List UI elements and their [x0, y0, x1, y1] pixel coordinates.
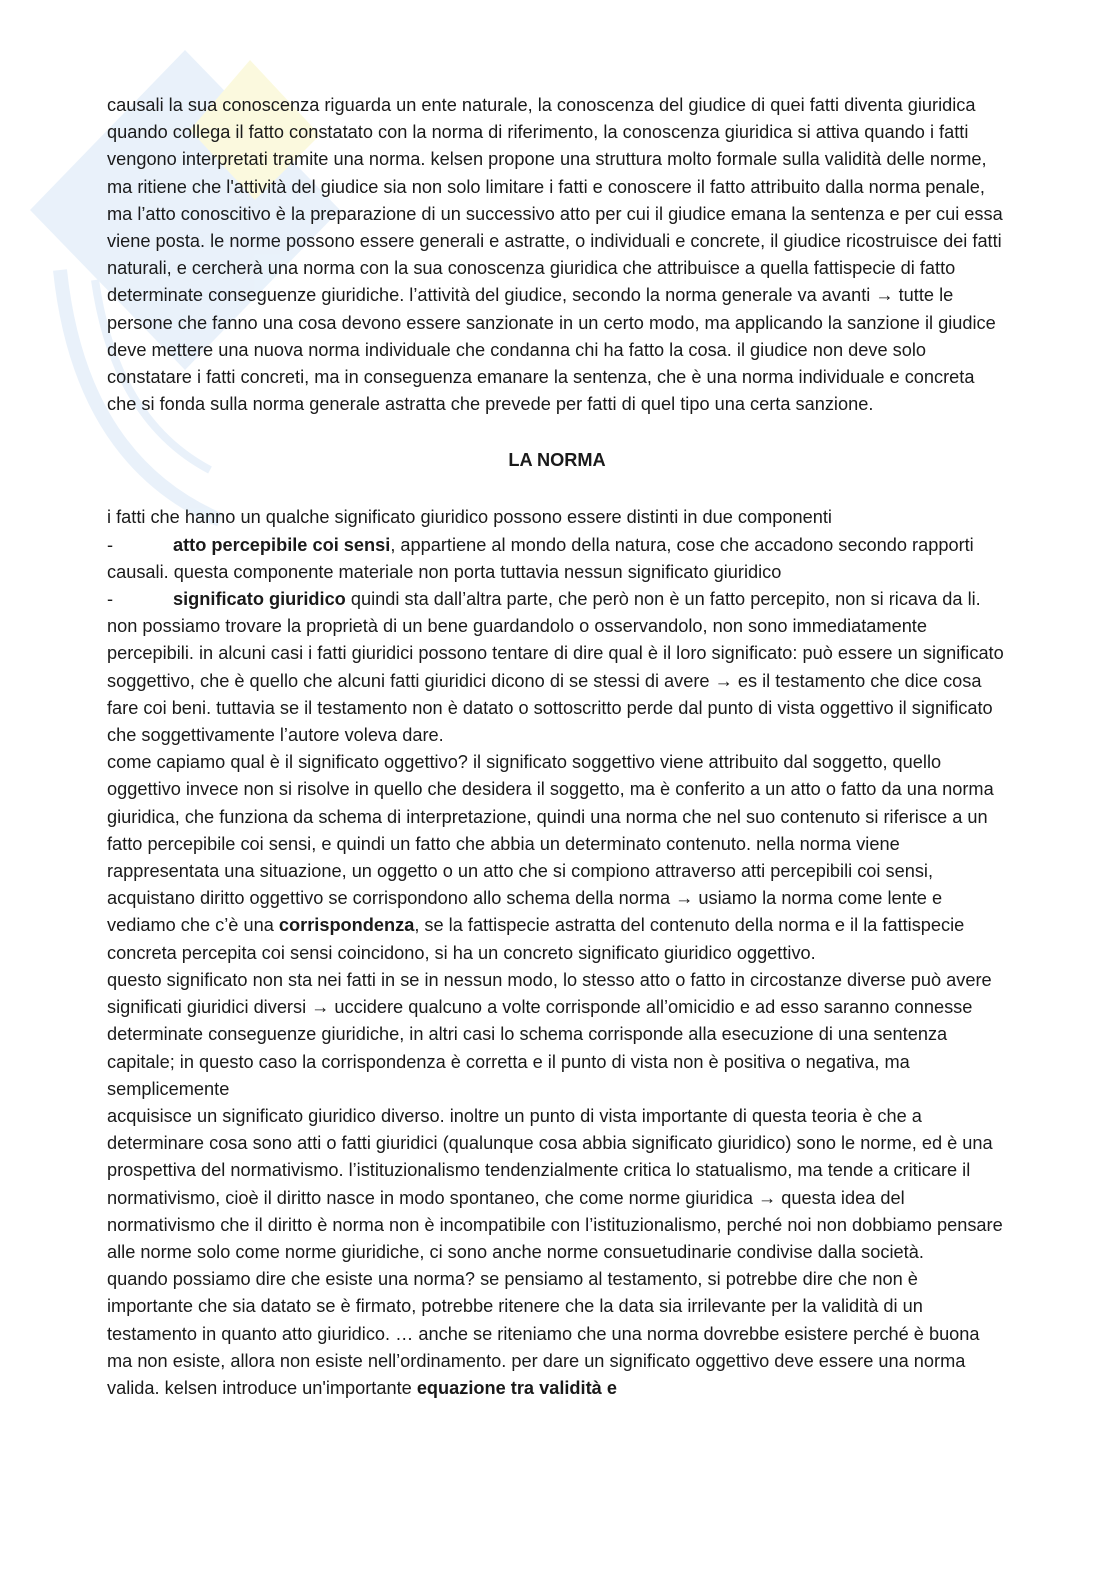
paragraph-text: come capiamo qual è il significato oggettivo? il significato soggettivo viene attribuito dal soggetto, quello oggettivo invece non si risolve in quello che desidera il soggetto, ma è conferito a un atto o fatto da una norma giuridica, che funziona da schema di interpretazione, quindi una norma che nel suo contenuto si riferisce a un fatto percepibile coi sensi, e quindi un fatto che abbia un determinato contenuto. nella norma viene rappresentata una situazione, un oggetto o un atto che si compiono attraverso atti percepibili coi sensi, acquistano diritto oggettivo se corrispondono allo schema della norma → usiamo la norma come lente e vediamo che c’è una [107, 752, 994, 936]
bullet-marker: - [107, 589, 114, 610]
body-paragraph: questo significato non sta nei fatti in se in nessun modo, lo stesso atto o fatto in circostanze diverse può avere significati giuridici diversi → uccidere qualcuno a volte corrisponde all’omicidio e ad esso saranno connesse determinate conseguenze giuridiche, in altri casi lo schema corrisponde alla esecuzione di una sentenza capitale; in questo caso la corrispondenza è corretta e il punto di vista non è positiva o negativa, ma semplicemente [107, 969, 992, 1099]
body-paragraph [107, 749, 1007, 967]
bold-term: corrispondenza [278, 915, 415, 936]
paragraph-text: , se la fattispecie astratta del contenuto della norma e il la fattispecie concreta percepita coi sensi coincidono, si ha un concreto significato giuridico oggettivo. [107, 915, 965, 963]
section-heading: LA NORMA [508, 450, 606, 471]
body-paragraph [107, 1266, 1007, 1402]
bullet-term: significato giuridico [173, 589, 346, 610]
bullet-marker: - [107, 534, 114, 555]
document-page [107, 92, 1007, 1402]
intro-line: i fatti che hanno un qualche significato giuridico possono essere distinti in due componenti [107, 507, 832, 528]
bullet-text: quindi sta dall’altra parte, che però non è un fatto percepito, non si ricava da li. non possiamo trovare la proprietà di un bene guardandolo o osservandolo, non sono immediatamente percepibili. in alcuni casi i fatti giuridici possono tentare di dire qual è il loro significato: può essere un significato soggettivo, che è quello che alcuni fatti giuridici dicono di se stessi di avere → es il testamento che dice cosa fare coi beni. tuttavia se il testamento non è datato o sottoscritto perde dal punto di vista oggettivo il significato che soggettivamente l’autore voleva dare. [107, 589, 1004, 746]
bold-term: equazione tra validità e [416, 1377, 617, 1398]
bullet-item [107, 586, 1007, 749]
body-paragraph: causali la sua conoscenza riguarda un ente naturale, la conoscenza del giudice di quei fatti diventa giuridica quando collega il fatto constatato con la norma di riferimento, la conoscenza giuridica si attiva quando i fatti vengono interpretati tramite una norma. kelsen propone una struttura molto formale sulla validità delle norme, ma ritiene che l'attività del giudice sia non solo limitare i fatti e conoscere il fatto attribuito dalla norma penale, ma l’atto conoscitivo è la preparazione di un successivo atto per cui il giudice emana la sentenza e per cui essa viene posta. le norme possono essere generali e astratte, o individuali e concrete, il giudice ricostruisce dei fatti naturali, e cercherà una norma con la sua conoscenza giuridica che attribuisce a quella fattispecie di fatto determinate conseguenze giuridiche. l’attività del giudice, secondo la norma generale va avanti → tutte le persone che fanno una cosa devono essere sanzionate in un certo modo, ma applicando la sanzione il giudice deve mettere una nuova norma individuale che condanna chi ha fatto la cosa. il giudice non deve solo constatare i fatti concreti, ma in conseguenza emanare la sentenza, che è una norma individuale e concreta che si fonda sulla norma generale astratta che prevede per fatti di quel tipo una certa sanzione. [107, 95, 1003, 415]
bullet-text: , appartiene al mondo della natura, cose che accadono secondo rapporti causali. questa componente materiale non porta tuttavia nessun significato giuridico [107, 534, 974, 582]
bullet-item [107, 532, 1007, 586]
bullet-term: atto percepibile coi sensi [173, 534, 391, 555]
paragraph-text: quando possiamo dire che esiste una norma? se pensiamo al testamento, si potrebbe dire che non è importante che sia datato se è firmato, potrebbe ritenere che la data sia irrilevante per la validità di un testamento in quanto atto giuridico. … anche se riteniamo che una norma dovrebbe esistere perché è buona ma non esiste, allora non esiste nell’ordinamento. per dare un significato oggettivo deve essere una norma valida. kelsen introduce un'importante [107, 1269, 980, 1398]
body-paragraph: acquisisce un significato giuridico diverso. inoltre un punto di vista importante di questa teoria è che a determinare cosa sono atti o fatti giuridici (qualunque cosa abbia significato giuridico) sono le norme, ed è una prospettiva del normativismo. l’istituzionalismo tendenzialmente critica lo statualismo, ma tende a criticare il normativismo, cioè il diritto nasce in modo spontaneo, che come norme giuridica → questa idea del normativismo che il diritto è norma non è incompatibile con l’istituzionalismo, perché noi non dobbiamo pensare alle norme solo come norme giuridiche, ci sono anche norme consuetudinarie condivise dalla società. [107, 1105, 1003, 1262]
